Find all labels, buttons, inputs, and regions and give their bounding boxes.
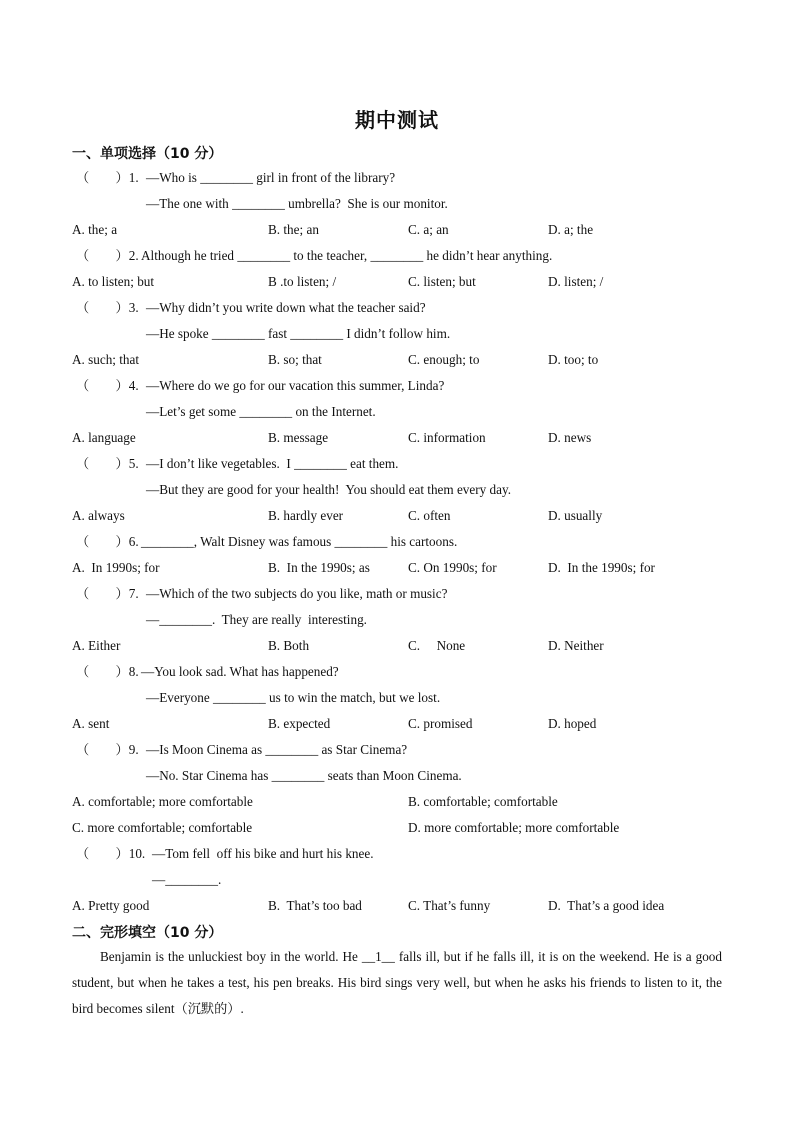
answer-option: A. always: [72, 508, 125, 523]
answer-option: D. a; the: [548, 222, 594, 237]
answer-option: B. comfortable; comfortable: [408, 794, 558, 809]
question-stem-line: —Where do we go for our vacation this summer, Linda?: [146, 378, 445, 393]
answer-option: D. That’s a good idea: [548, 898, 665, 913]
question-stem-line: —I don’t like vegetables. I ________ eat them.: [146, 456, 399, 471]
question-number: （ ）5.: [76, 456, 139, 471]
answer-option: C. That’s funny: [408, 898, 491, 913]
question-stem-line: —Which of the two subjects do you like, math or music?: [146, 586, 448, 601]
answer-option: A. the; a: [72, 222, 118, 237]
question-stem-line: —________. They are really interesting.: [146, 612, 367, 627]
question-stem-line: —No. Star Cinema has ________ seats than Moon Cinema.: [146, 768, 462, 783]
question-number: （ ）8.: [76, 664, 139, 679]
answer-option: A. comfortable; more comfortable: [72, 794, 253, 809]
answer-option: C. more comfortable; comfortable: [72, 820, 253, 835]
answer-option: C. information: [408, 430, 486, 445]
answer-option: C. listen; but: [408, 274, 476, 289]
question-number: （ ）2.: [76, 248, 139, 263]
question-stem-line: —Let’s get some ________ on the Internet.: [146, 404, 376, 419]
answer-option: B. the; an: [268, 222, 319, 237]
answer-option: B. message: [268, 430, 329, 445]
answer-option: D. hoped: [548, 716, 597, 731]
question-number: （ ）4.: [76, 378, 139, 393]
question-stem-line: —Everyone ________ us to win the match, but we lost.: [146, 690, 441, 705]
question-stem-line: —He spoke ________ fast ________ I didn’t follow him.: [146, 326, 451, 341]
answer-option: A. to listen; but: [72, 274, 155, 289]
question-stem-line: —Why didn’t you write down what the teacher said?: [146, 300, 426, 315]
question-number: （ ）6.: [76, 534, 139, 549]
answer-option: C. a; an: [408, 222, 449, 237]
answer-option: D. Neither: [548, 638, 604, 653]
answer-option: D. usually: [548, 508, 603, 523]
question-number: （ ）9.: [76, 742, 139, 757]
question-stem-line: —But they are good for your health! You should eat them every day.: [146, 482, 512, 497]
answer-option: D. news: [548, 430, 592, 445]
answer-option: B. That’s too bad: [268, 898, 362, 913]
answer-option: A. sent: [72, 716, 110, 731]
answer-option: A. such; that: [72, 352, 140, 367]
answer-option: B. hardly ever: [268, 508, 344, 523]
answer-option: A. language: [72, 430, 136, 445]
question-stem-line: —________.: [152, 872, 222, 887]
answer-option: D. more comfortable; more comfortable: [408, 820, 620, 835]
answer-option: A. Either: [72, 638, 121, 653]
answer-option: B .to listen; /: [268, 274, 337, 289]
question-number: （ ）1.: [76, 170, 139, 185]
answer-option: B. expected: [268, 716, 331, 731]
question-stem-line: ________, Walt Disney was famous ________ his cartoons.: [141, 534, 458, 549]
answer-option: A. Pretty good: [72, 898, 150, 913]
question-number: （ ）10.: [76, 846, 146, 861]
question-stem-line: —Who is ________ girl in front of the library?: [146, 170, 396, 185]
answer-option: C. enough; to: [408, 352, 480, 367]
answer-option: D. too; to: [548, 352, 599, 367]
answer-option: A. In 1990s; for: [72, 560, 160, 575]
question-stem-line: —You look sad. What has happened?: [141, 664, 339, 679]
section-heading-cloze: 二、完形填空（10 分）: [72, 925, 223, 941]
cloze-paragraph: Benjamin is the unluckiest boy in the world. He __1__ falls ill, but if he falls ill, it is on the weekend. He is a good student, but when he takes a test, his pen breaks. His bird sings very well, but when he asks his friends to listen to it, the bird becomes silent（沉默的）.: [72, 949, 722, 1016]
answer-option: D. listen; /: [548, 274, 604, 289]
question-stem-line: —Is Moon Cinema as ________ as Star Cinema?: [146, 742, 408, 757]
answer-option: D. In the 1990s; for: [548, 560, 655, 575]
question-number: （ ）3.: [76, 300, 139, 315]
answer-option: B. Both: [268, 638, 310, 653]
answer-option: C. On 1990s; for: [408, 560, 497, 575]
answer-option: C. None: [408, 638, 466, 653]
answer-option: B. so; that: [268, 352, 322, 367]
question-number: （ ）7.: [76, 586, 139, 601]
question-stem-line: —The one with ________ umbrella? She is our monitor.: [146, 196, 448, 211]
question-stem-line: Although he tried ________ to the teacher, ________ he didn’t hear anything.: [141, 248, 553, 263]
answer-option: C. often: [408, 508, 451, 523]
question-stem-line: —Tom fell off his bike and hurt his knee.: [152, 846, 374, 861]
answer-option: C. promised: [408, 716, 473, 731]
page-title: 期中测试: [355, 108, 439, 132]
section-heading-single-choice: 一、单项选择（10 分）: [72, 146, 223, 162]
answer-option: B. In the 1990s; as: [268, 560, 370, 575]
